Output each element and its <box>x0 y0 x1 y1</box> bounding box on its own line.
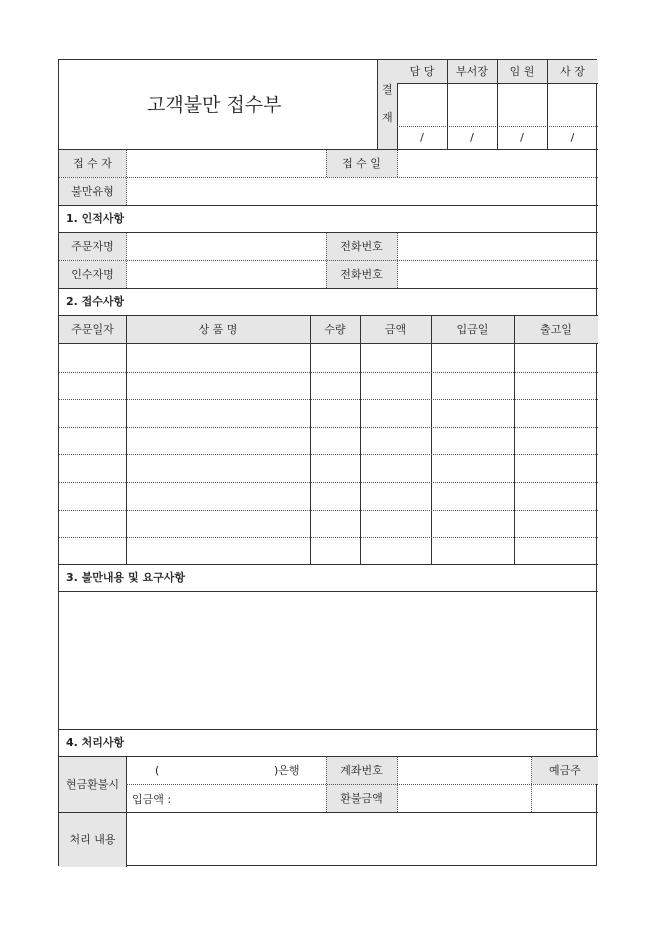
payment-date-cell[interactable] <box>433 537 512 565</box>
receipt-date-label: 접 수 일 <box>342 157 381 170</box>
approval-side-cell <box>377 60 397 149</box>
table-row <box>59 482 598 510</box>
col-quantity: 수량 <box>324 323 346 336</box>
amount-cell[interactable] <box>362 427 429 455</box>
phone-label-1: 전화번호 <box>340 240 383 253</box>
order-date-cell[interactable] <box>61 427 124 455</box>
section4-title: 4. 처리사항 <box>66 736 125 749</box>
account-number-field[interactable] <box>398 757 531 784</box>
receipt-date-field[interactable] <box>398 150 598 177</box>
amount-cell[interactable] <box>362 454 429 482</box>
shipping-date-cell[interactable] <box>516 399 596 427</box>
amount-cell[interactable] <box>362 372 429 400</box>
col-order-date: 주문일자 <box>71 323 114 336</box>
col-payment-date: 입금일 <box>456 323 489 336</box>
amount-cell[interactable] <box>362 344 429 372</box>
approval-sign-manager[interactable] <box>447 83 497 126</box>
section2-title: 2. 접수사항 <box>66 295 125 308</box>
table-row <box>59 510 598 538</box>
col-shipping-date: 출고일 <box>540 323 572 336</box>
bank-name-field[interactable] <box>163 759 273 783</box>
payment-date-cell[interactable] <box>433 427 512 455</box>
deposit-amount-field[interactable] <box>179 785 325 812</box>
product-name-cell[interactable] <box>128 482 308 510</box>
depositor-label: 예금주 <box>549 764 581 777</box>
order-date-cell[interactable] <box>61 372 124 400</box>
shipping-date-cell[interactable] <box>516 454 596 482</box>
order-date-cell[interactable] <box>61 399 124 427</box>
process-content-label: 처리 내용 <box>69 833 116 846</box>
orderer-name-label: 주문자명 <box>71 240 114 253</box>
table-row <box>59 372 598 400</box>
deposit-amount-label: 입금액 : <box>132 793 172 806</box>
quantity-cell[interactable] <box>312 454 358 482</box>
receiver-label: 접 수 자 <box>73 157 112 170</box>
depositor-field[interactable] <box>532 785 598 812</box>
recipient-name-label: 인수자명 <box>71 268 114 281</box>
product-name-cell[interactable] <box>128 454 308 482</box>
approval-sign-staff[interactable] <box>397 83 447 126</box>
complaint-type-label: 불만유형 <box>71 185 114 198</box>
quantity-cell[interactable] <box>312 344 358 372</box>
quantity-cell[interactable] <box>312 427 358 455</box>
shipping-date-cell[interactable] <box>516 372 596 400</box>
product-name-cell[interactable] <box>128 372 308 400</box>
complaint-type-field[interactable] <box>127 178 598 205</box>
approval-sign-ceo[interactable] <box>547 83 598 126</box>
amount-cell[interactable] <box>362 510 429 538</box>
order-date-cell[interactable] <box>61 537 124 565</box>
account-number-label: 계좌번호 <box>340 764 383 777</box>
product-name-cell[interactable] <box>128 344 308 372</box>
approval-date-ceo[interactable]: / <box>570 131 575 144</box>
order-date-cell[interactable] <box>61 344 124 372</box>
payment-date-cell[interactable] <box>433 344 512 372</box>
table-row <box>59 427 598 455</box>
col-product-name: 상 품 명 <box>198 323 238 336</box>
phone-label-2: 전화번호 <box>340 268 383 281</box>
payment-date-cell[interactable] <box>433 372 512 400</box>
phone-field-2[interactable] <box>398 261 598 288</box>
shipping-date-cell[interactable] <box>516 482 596 510</box>
product-name-cell[interactable] <box>128 537 308 565</box>
approval-side-label-2: 재 <box>382 111 393 124</box>
table-row <box>59 537 598 565</box>
shipping-date-cell[interactable] <box>516 537 596 565</box>
complaint-content-area[interactable] <box>59 592 598 729</box>
amount-cell[interactable] <box>362 537 429 565</box>
product-name-cell[interactable] <box>128 427 308 455</box>
approval-role-executive: 임 원 <box>509 65 535 78</box>
approval-date-manager[interactable]: / <box>470 131 474 144</box>
complaint-form <box>58 59 597 866</box>
cash-refund-label: 현금환불시 <box>65 778 120 791</box>
process-content-field[interactable] <box>127 813 598 866</box>
form-title: 고객불만 접수부 <box>147 94 282 116</box>
table-row <box>59 454 598 482</box>
approval-role-staff: 담 당 <box>409 65 435 78</box>
refund-amount-label: 환불금액 <box>340 792 383 805</box>
approval-date-staff[interactable]: / <box>420 131 424 144</box>
product-name-cell[interactable] <box>128 510 308 538</box>
payment-date-cell[interactable] <box>433 454 512 482</box>
amount-cell[interactable] <box>362 482 429 510</box>
section3-title: 3. 불만내용 및 요구사항 <box>66 571 185 584</box>
recipient-name-field[interactable] <box>127 261 326 288</box>
order-date-cell[interactable] <box>61 454 124 482</box>
amount-cell[interactable] <box>362 399 429 427</box>
table-row <box>59 344 598 372</box>
shipping-date-cell[interactable] <box>516 427 596 455</box>
approval-date-executive[interactable]: / <box>520 131 524 144</box>
payment-date-cell[interactable] <box>433 510 512 538</box>
section1-title: 1. 인적사항 <box>66 212 125 225</box>
quantity-cell[interactable] <box>312 510 358 538</box>
approval-sign-executive[interactable] <box>497 83 547 126</box>
bank-open-paren: ( <box>155 764 160 777</box>
order-date-cell[interactable] <box>61 482 124 510</box>
bank-suffix: )은행 <box>274 764 300 777</box>
quantity-cell[interactable] <box>312 399 358 427</box>
quantity-cell[interactable] <box>312 482 358 510</box>
receiver-field[interactable] <box>127 150 326 177</box>
table-row <box>59 399 598 427</box>
approval-side-label-1: 결 <box>382 83 393 96</box>
approval-role-ceo: 사 장 <box>560 65 585 78</box>
order-date-cell[interactable] <box>61 510 124 538</box>
quantity-cell[interactable] <box>312 537 358 565</box>
payment-date-cell[interactable] <box>433 482 512 510</box>
phone-field-1[interactable] <box>398 233 598 260</box>
quantity-cell[interactable] <box>312 372 358 400</box>
orderer-name-field[interactable] <box>127 233 326 260</box>
col-amount: 금액 <box>384 323 407 336</box>
payment-date-cell[interactable] <box>433 399 512 427</box>
refund-amount-field[interactable] <box>398 785 531 812</box>
shipping-date-cell[interactable] <box>516 344 596 372</box>
product-name-cell[interactable] <box>128 399 308 427</box>
approval-role-manager: 부서장 <box>456 65 488 78</box>
shipping-date-cell[interactable] <box>516 510 596 538</box>
